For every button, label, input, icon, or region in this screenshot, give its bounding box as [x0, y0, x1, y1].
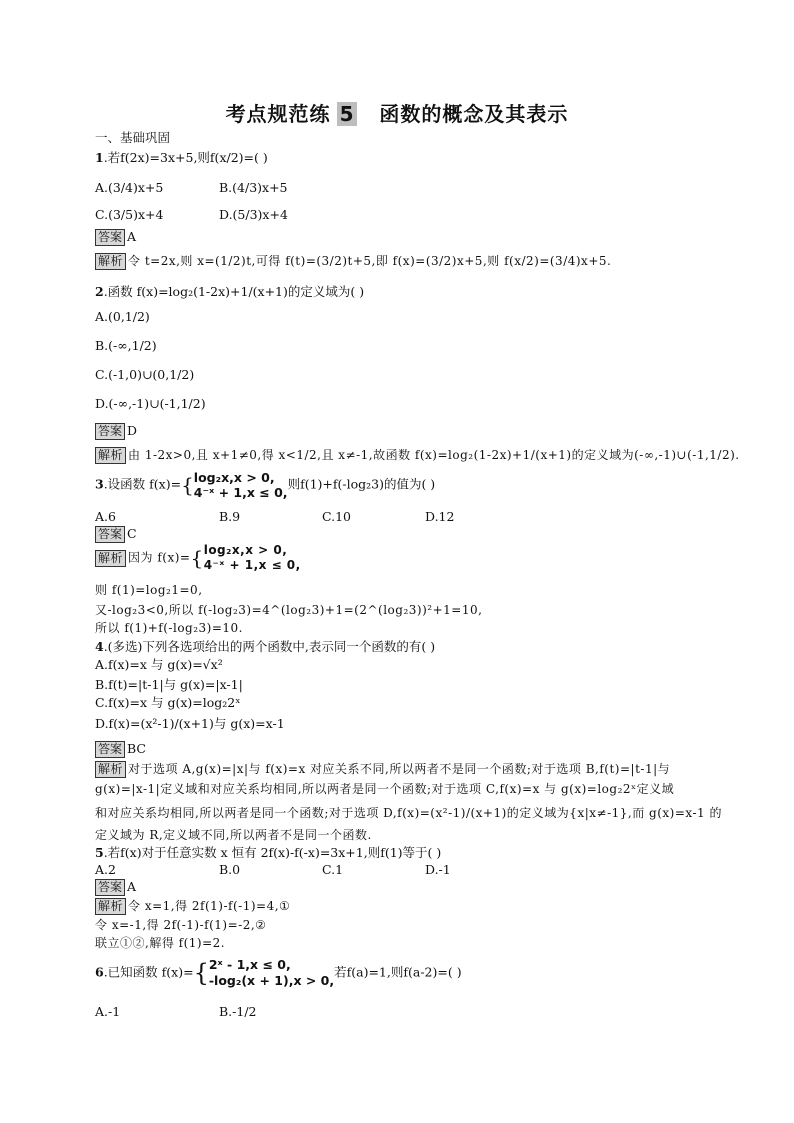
analysis-line-3: 和对应关系均相同,所以两者是同一个函数;对于选项 D,f(x)=(x²-1)/(x+1)的定义域为{x|x≠-1},而 g(x)=x-1 的 — [95, 806, 722, 820]
answer-value: BC — [127, 741, 146, 756]
answer-tag: 答案 — [95, 229, 125, 246]
option-c: C.1 — [322, 862, 344, 877]
answer-value: C — [127, 526, 137, 541]
analysis-text: 令 t=2x,则 x=(1/2)t,可得 f(t)=(3/2)t+5,即 f(x)=(3/2)x+5,则 f(x/2)=(3/4)x+5. — [128, 254, 612, 268]
case-1: log₂x,x > 0, — [203, 543, 288, 557]
analysis-line-4: 定义域为 R,定义域不同,所以两者不是同一个函数. — [95, 828, 372, 842]
analysis-tag: 解析 — [95, 898, 126, 915]
case-2: -log₂(x + 1),x > 0, — [208, 973, 335, 988]
title-prefix: 考点规范练 — [225, 102, 331, 126]
question-number: 3 — [95, 476, 104, 492]
answer-line — [95, 423, 137, 440]
question-5-stem — [95, 845, 441, 861]
case-2: 4⁻ˣ + 1,x ≤ 0, — [193, 485, 288, 500]
option-d: D.12 — [425, 509, 455, 524]
analysis-line — [95, 761, 670, 778]
option-b: B.-1/2 — [219, 1004, 257, 1019]
analysis-line-2: 令 x=-1,得 2f(-1)-f(1)=-2,② — [95, 918, 267, 932]
answer-line — [95, 741, 146, 758]
option-d: D.f(x)=(x²-1)/(x+1)与 g(x)=x-1 — [95, 716, 285, 731]
option-a: A.6 — [95, 509, 116, 524]
analysis-line-3: 联立①②,解得 f(1)=2. — [95, 936, 226, 950]
case-2: 4⁻ˣ + 1,x ≤ 0, — [203, 558, 301, 572]
section-heading: 一、基础巩固 — [95, 130, 171, 145]
option-a: A.f(x)=x 与 g(x)=√x² — [95, 657, 223, 672]
question-6-stem: 6.已知函数 f(x)={2ˣ - 1,x ≤ 0, -log₂(x + 1),x > 0,若f(a)=1,则f(a-2)=( ) — [95, 957, 462, 988]
option-a: A.2 — [95, 862, 116, 877]
option-a: A.(3/4)x+5 — [95, 180, 164, 195]
analysis-tag: 解析 — [95, 761, 126, 778]
option-c: C.(-1,0)∪(0,1/2) — [95, 367, 195, 382]
question-text-post: 若f(a)=1,则f(a-2)=( ) — [334, 964, 462, 980]
option-a: A.-1 — [95, 1004, 121, 1019]
answer-line — [95, 229, 136, 246]
case-1: log₂x,x > 0, — [193, 470, 275, 485]
answer-tag: 答案 — [95, 526, 125, 543]
answer-value: A — [127, 879, 137, 894]
analysis-line — [95, 898, 290, 915]
analysis-text: 对于选项 A,g(x)=|x|与 f(x)=x 对应关系不同,所以两者不是同一个函数;对于选项 B,f(t)=|t-1|与 — [128, 762, 671, 776]
option-b: B.9 — [219, 509, 241, 524]
question-4-stem — [95, 639, 435, 655]
option-d: D.-1 — [425, 862, 451, 877]
answer-line — [95, 879, 136, 896]
analysis-line — [95, 253, 611, 270]
option-b: B.0 — [219, 862, 241, 877]
title-suffix: 函数的概念及其表示 — [379, 102, 569, 126]
question-number: 1 — [95, 150, 104, 165]
question-text-post: 则f(1)+f(-log₂3)的值为( ) — [287, 476, 436, 492]
analysis-line: 解析 因为 f(x)={log₂x,x > 0, 4⁻ˣ + 1,x ≤ 0, — [95, 543, 301, 573]
question-text: .设函数 f(x)= — [103, 476, 182, 492]
question-number: 2 — [95, 284, 104, 299]
analysis-text: 令 x=1,得 2f(1)-f(-1)=4,① — [128, 899, 291, 913]
analysis-line-4: 所以 f(1)+f(-log₂3)=10. — [95, 621, 243, 635]
option-b: B.(4/3)x+5 — [219, 180, 288, 195]
question-text: .(多选)下列各选项给出的两个函数中,表示同一个函数的有( ) — [103, 639, 436, 654]
question-text: .函数 f(x)=log₂(1-2x)+1/(x+1)的定义域为( ) — [103, 284, 365, 299]
page-title — [0, 98, 794, 127]
analysis-tag: 解析 — [95, 550, 126, 567]
analysis-line-2: 则 f(1)=log₂1=0, — [95, 583, 203, 597]
answer-value: A — [127, 229, 137, 244]
question-number: 5 — [95, 845, 104, 860]
option-c: C.f(x)=x 与 g(x)=log₂2ˣ — [95, 695, 241, 710]
answer-line — [95, 526, 137, 543]
option-c: C.(3/5)x+4 — [95, 207, 164, 222]
question-3-stem: 3.设函数 f(x)={log₂x,x > 0, 4⁻ˣ + 1,x ≤ 0,则f(1)+f(-log₂3)的值为( ) — [95, 470, 436, 500]
option-b: B.f(t)=|t-1|与 g(x)=|x-1| — [95, 677, 243, 692]
question-number: 6 — [95, 964, 104, 980]
option-c: C.10 — [322, 509, 351, 524]
analysis-tag: 解析 — [95, 447, 126, 464]
case-1: 2ˣ - 1,x ≤ 0, — [208, 957, 291, 972]
question-text: .已知函数 f(x)= — [103, 964, 194, 980]
answer-tag: 答案 — [95, 423, 125, 440]
answer-tag: 答案 — [95, 741, 125, 758]
title-number: 5 — [337, 102, 358, 126]
option-b: B.(-∞,1/2) — [95, 338, 157, 353]
question-text: .若f(2x)=3x+5,则f(x/2)=( ) — [103, 150, 268, 165]
answer-tag: 答案 — [95, 879, 125, 896]
question-text: .若f(x)对于任意实数 x 恒有 2f(x)-f(-x)=3x+1,则f(1)等于( ) — [103, 845, 442, 860]
analysis-line-3: 又-log₂3<0,所以 f(-log₂3)=4^(log₂3)+1=(2^(log₂3))²+1=10, — [95, 603, 483, 617]
analysis-line — [95, 447, 740, 464]
analysis-line-2: g(x)=|x-1|定义域和对应关系均相同,所以两者是同一个函数;对于选项 C,f(x)=x 与 g(x)=log₂2ˣ定义域 — [95, 782, 675, 796]
analysis-tag: 解析 — [95, 253, 126, 270]
option-a: A.(0,1/2) — [95, 309, 150, 324]
question-2-stem — [95, 284, 364, 300]
option-d: D.(-∞,-1)∪(-1,1/2) — [95, 396, 206, 411]
option-d: D.(5/3)x+4 — [219, 207, 288, 222]
answer-value: D — [127, 423, 138, 438]
question-1-stem — [95, 150, 268, 166]
analysis-text: 由 1-2x>0,且 x+1≠0,得 x<1/2,且 x≠-1,故函数 f(x)=log₂(1-2x)+1/(x+1)的定义域为(-∞,-1)∪(-1,1/2). — [128, 448, 740, 462]
question-number: 4 — [95, 639, 104, 654]
analysis-text: 因为 f(x)= — [128, 550, 191, 565]
